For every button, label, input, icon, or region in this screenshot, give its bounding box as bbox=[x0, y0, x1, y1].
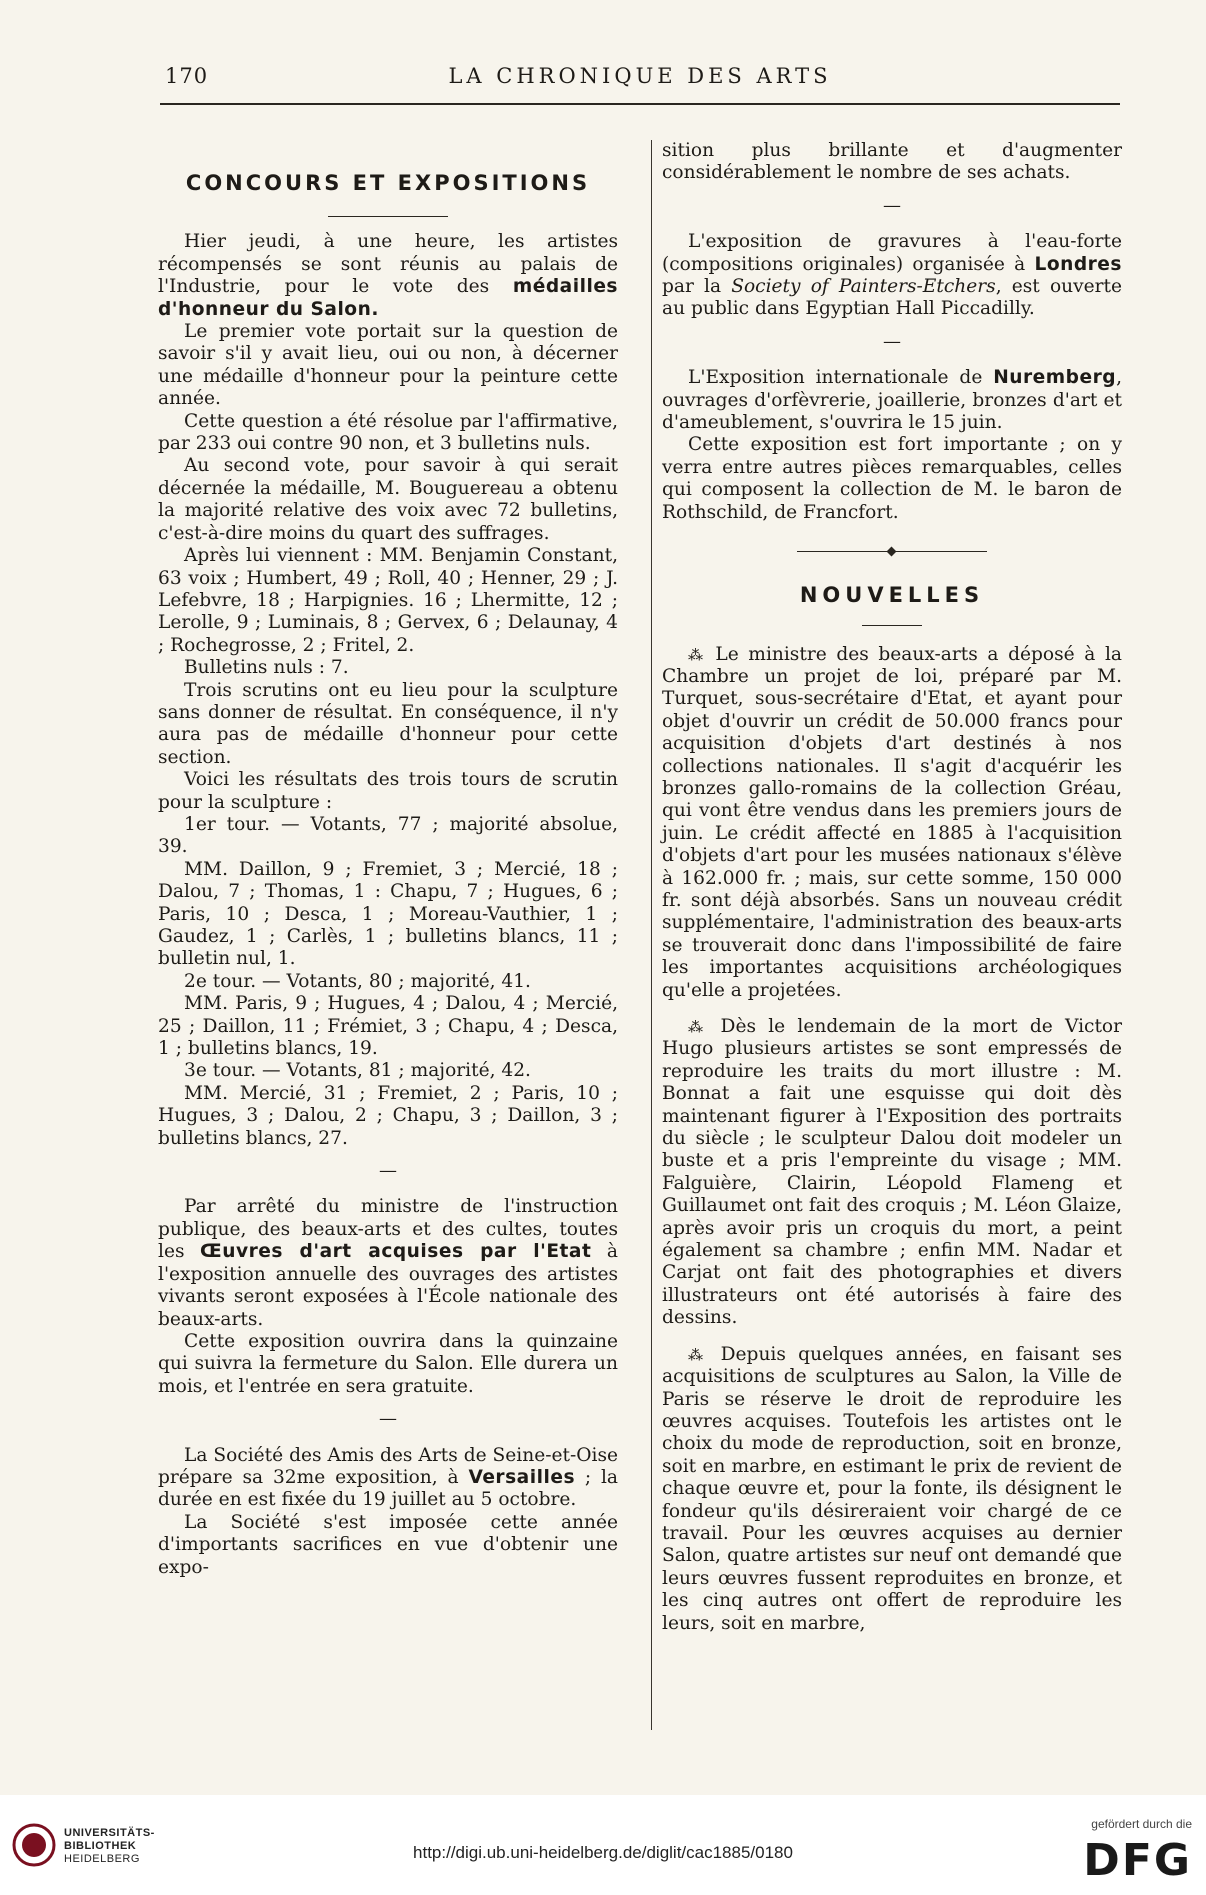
article-paragraph: MM. Daillon, 9 ; Fremiet, 3 ; Mercié, 18 ; Dalou, 7 ; Thomas, 1 : Chapu, 7 ; Hugues, 6 ; Paris, 10 ; Desca, 1 ; Moreau-Vauthier, 1 ; Gaudez, 1 ; Carlès, 1 ; bulletins blancs, 11 ; bulletin nul, 1. bbox=[158, 858, 618, 970]
article-paragraph: Cette exposition ouvrira dans la quinzaine qui suivra la fermeture du Salon. Elle durera un mois, et l'entrée en sera gratuite. bbox=[158, 1330, 618, 1397]
article-paragraph: La Société s'est imposée cette année d'importants sacrifices en vue d'obtenir une expo- bbox=[158, 1511, 618, 1578]
page-header bbox=[155, 62, 1125, 92]
article-paragraph: MM. Paris, 9 ; Hugues, 4 ; Dalou, 4 ; Mercié, 25 ; Daillon, 11 ; Frémiet, 3 ; Chapu, 4 ; Desca, 1 ; bulletins blancs, 19. bbox=[158, 993, 618, 1060]
ornament-rule bbox=[797, 546, 987, 558]
left-column bbox=[158, 140, 618, 1579]
article-paragraph: 3e tour. — Votants, 81 ; majorité, 42. bbox=[184, 1060, 531, 1082]
asterism-icon: ⁂ bbox=[688, 1018, 709, 1036]
section-title-nouvelles: NOUVELLES bbox=[799, 583, 985, 608]
separator-dash: — bbox=[379, 1160, 397, 1182]
article-paragraph: 2e tour. — Votants, 80 ; majorité, 41. bbox=[184, 970, 531, 992]
column-divider bbox=[651, 140, 652, 1730]
section-rule bbox=[862, 625, 922, 626]
separator-dash: — bbox=[883, 194, 901, 216]
article-paragraph: MM. Mercié, 31 ; Fremiet, 2 ; Paris, 10 ; Hugues, 3 ; Dalou, 2 ; Chapu, 3 ; Daillon, 3 ; bulletins blancs, 27. bbox=[158, 1082, 618, 1149]
article-paragraph: Par arrêté du ministre de l'instruction publique, des beaux-arts et des cultes, toutes les Œuvres d'art acquises par l'Etat à l'exposition annuelle des ouvrages des artistes vivants seront exposées à l'École nationale des beaux-arts. bbox=[158, 1196, 618, 1330]
asterism-icon: ⁂ bbox=[688, 645, 706, 664]
article-paragraph: Voici les résultats des trois tours de scrutin pour la sculpture : bbox=[158, 769, 618, 813]
article-paragraph: L'exposition de gravures à l'eau-forte (compositions originales) organisée à Londres par la Society of Painters-Etchers, est ouverte au public dans Egyptian Hall Piccadilly. bbox=[662, 231, 1122, 320]
separator-dash: — bbox=[883, 330, 901, 352]
asterism-icon: ⁂ bbox=[688, 1345, 709, 1364]
news-item: ⁂ Dès le lendemain de la mort de Victor Hugo plusieurs artistes se sont empressés de reproduire les traits du mort illustre : M. Bonnat a fait une esquisse qui doit dès maintenant figurer à l'Exposition des portraits du siècle ; le sculpteur Dalou doit modeler un buste et a pris l'empreinte du visage ; MM. Falguière, Clairin, Léopold Flameng et Guillaumet ont fait des croquis ; M. Léon Glaize, après avoir pris un croquis du mort, a peint également sa chambre ; enfin MM. Nadar et Carjat ont fait des photographies et divers illustrateurs ont été autorisés à faire des dessins. bbox=[662, 1016, 1123, 1329]
university-name: UNIVERSITÄTS- BIBLIOTHEK HEIDELBERG bbox=[64, 1827, 155, 1865]
funded-by-label: gefördert durch die bbox=[1091, 1817, 1192, 1831]
article-paragraph: Le premier vote portait sur la question de savoir s'il y avait lieu, oui ou non, à décerner une médaille d'honneur pour la peinture cette année. bbox=[158, 321, 618, 410]
article-paragraph: Cette question a été résolue par l'affirmative, par 233 oui contre 90 non, et 3 bulletins nuls. bbox=[158, 410, 618, 455]
source-url-link[interactable]: http://digi.ub.uni-heidelberg.de/diglit/cac1885/0180 bbox=[413, 1843, 793, 1862]
separator-dash: — bbox=[379, 1408, 397, 1430]
page-number: 170 bbox=[165, 64, 209, 88]
running-title: LA CHRONIQUE DES ARTS bbox=[448, 64, 832, 88]
section-title-concours: CONCOURS ET EXPOSITIONS bbox=[185, 171, 591, 195]
digitization-footer bbox=[0, 1795, 1206, 1895]
article-paragraph: 1er tour. — Votants, 77 ; majorité absolue, 39. bbox=[158, 813, 618, 858]
article-paragraph: Au second vote, pour savoir à qui serait décernée la médaille, M. Bouguereau a obtenu la majorité relative des voix avec 72 bulletins, c'est-à-dire moins du quart des suffrages. bbox=[158, 455, 618, 544]
article-paragraph: Hier jeudi, à une heure, les artistes récompensés se sont réunis au palais de l'Industrie, pour le vote des médailles d'honneur du Salon. bbox=[158, 231, 618, 320]
article-paragraph: Cette exposition est fort importante ; on y verra entre autres pièces remarquables, celles qui composent la collection de M. le baron de Rothschild, de Francfort. bbox=[662, 434, 1122, 523]
article-paragraph: L'Exposition internationale de Nuremberg, ouvrages d'orfèvrerie, joaillerie, bronzes d'art et d'ameublement, s'ouvrira le 15 juin. bbox=[662, 367, 1122, 434]
section-rule bbox=[328, 216, 448, 217]
news-item: ⁂ Depuis quelques années, en faisant ses acquisitions de sculptures au Salon, la Ville de Paris se réserve le droit de reproduire les œuvres acquises. Toutefois les artistes ont le choix du mode de reproduction, soit en bronze, soit en marbre, en estimant le prix de revient de chaque œuvre et, pour la fonte, ils désignent le fondeur qu'ils désireraient voir chargé de ce travail. Pour les œuvres acquises au dernier Salon, quatre artistes sur neuf ont demandé que leurs œuvres fussent reproduites en bronze, et les cinq autres ont offert de reproduire les leurs, soit en marbre, bbox=[662, 1343, 1122, 1634]
news-item: ⁂ Le ministre des beaux-arts a déposé à la Chambre un projet de loi, préparé par M. Turquet, sous-secrétaire d'Etat, et ayant pour objet d'ouvrir un crédit de 50.000 francs pour acquisition d'objets d'art destinés à nos collections nationales. Il s'agit d'acquérir les bronzes gallo-romains de la collection Gréau, qui vont être vendus dans les premiers jours de juin. Le crédit affecté en 1885 à l'acquisition d'objets d'art pour les musées nationaux s'élève à 162.000 fr. ; mais, sur cette somme, 150 000 fr. sont déjà absorbés. Sans un nouveau crédit supplémentaire, l'administration des beaux-arts se trouverait donc dans l'impossibilité de faire les importantes acquisitions archéologiques qu'elle a projetées. bbox=[662, 643, 1123, 1001]
header-rule bbox=[160, 103, 1120, 105]
article-paragraph: Bulletins nuls : 7. bbox=[184, 657, 349, 679]
article-paragraph: Trois scrutins ont eu lieu pour la sculpture sans donner de résultat. En conséquence, il n'y aura pas de médaille d'honneur pour cette section. bbox=[158, 679, 618, 768]
dfg-logo: DFG bbox=[1083, 1835, 1192, 1886]
article-paragraph: sition plus brillante et d'augmenter considérablement le nombre de ses achats. bbox=[662, 140, 1122, 184]
right-column bbox=[662, 140, 1122, 1635]
article-paragraph: La Société des Amis des Arts de Seine-et-Oise prépare sa 32me exposition, à Versailles ; la durée en est fixée du 19 juillet au 5 octobre. bbox=[158, 1444, 619, 1511]
article-paragraph: Après lui viennent : MM. Benjamin Constant, 63 voix ; Humbert, 49 ; Roll, 40 ; Henner, 29 ; J. Lefebvre, 18 ; Harpignies. 16 ; Lhermitte, 12 ; Lerolle, 9 ; Luminais, 8 ; Gervex, 6 ; Delaunay, 4 ; Rochegrosse, 2 ; Fritel, 2. bbox=[158, 545, 618, 656]
